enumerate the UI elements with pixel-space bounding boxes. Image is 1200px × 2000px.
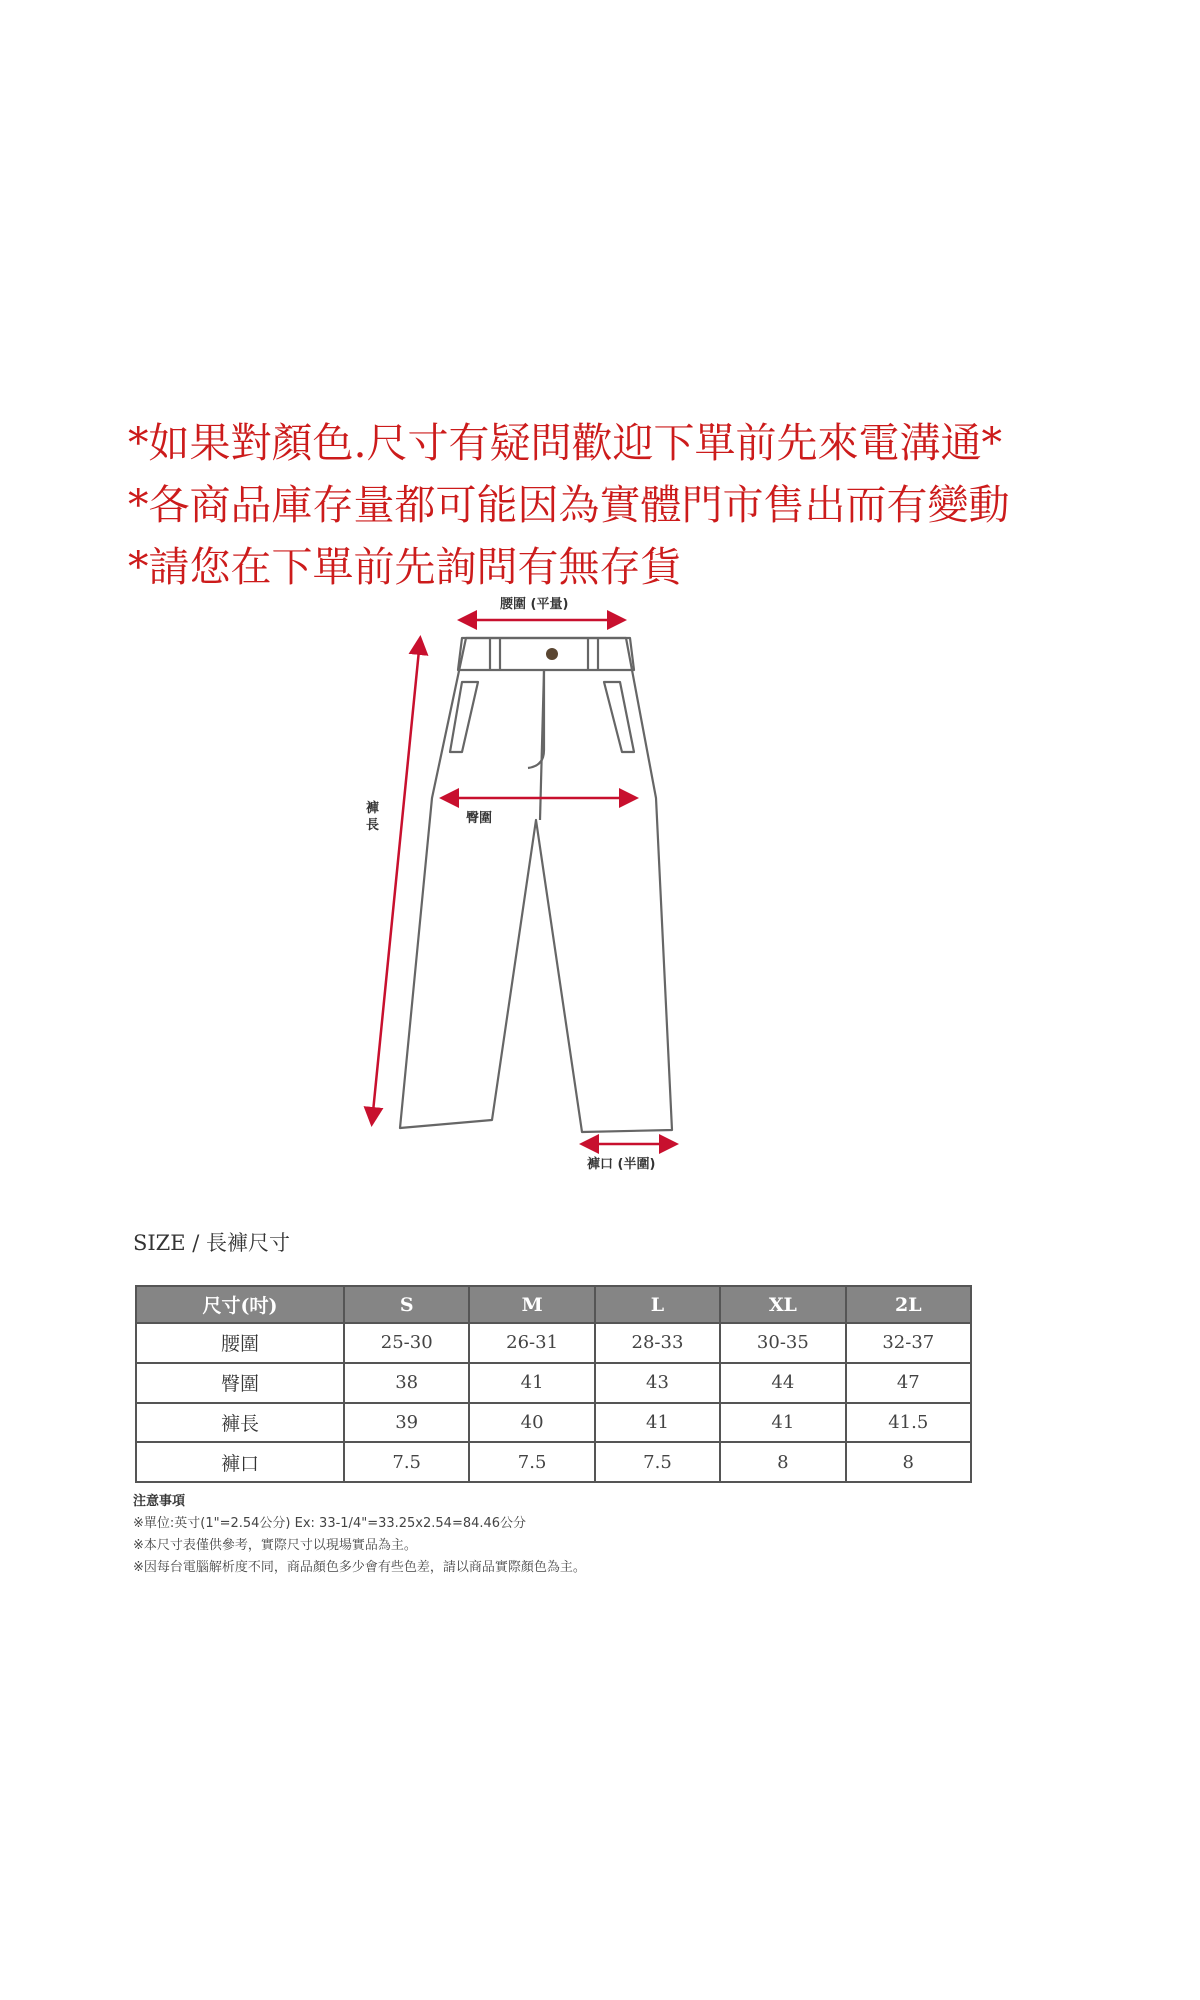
length-label-char-1: 褲 [366,801,380,816]
table-row [136,1403,971,1443]
table-cell: 30-35 [720,1323,845,1363]
table-cell: 41 [720,1403,845,1443]
table-cell: 32-37 [846,1323,971,1363]
length-arrow [372,640,420,1122]
table-cell: 41 [595,1403,720,1443]
table-cell: 43 [595,1363,720,1403]
table-row [136,1442,971,1482]
table-cell: 41 [469,1363,594,1403]
header-size-2l: 2L [846,1286,971,1323]
header-size-xl: XL [720,1286,845,1323]
header-unit: 尺寸(吋) [136,1286,344,1323]
table-cell: 39 [344,1403,469,1443]
belt-loop-right [588,638,598,670]
size-table [135,1285,972,1483]
notes-section [133,1491,586,1579]
hip-label: 臀圍 [466,811,493,826]
table-cell: 26-31 [469,1323,594,1363]
row-label-hem: 褲口 [136,1442,344,1482]
table-row [136,1363,971,1403]
table-cell: 7.5 [469,1442,594,1482]
note-line-unit: ※單位:英寸(1"=2.54公分) Ex: 33-1/4"=33.25x2.54=84.46公分 [133,1516,527,1531]
header-size-s: S [344,1286,469,1323]
waist-button [546,648,558,660]
row-label-length: 褲長 [136,1403,344,1443]
pants-body [400,638,672,1132]
header-size-m: M [469,1286,594,1323]
note-line-color: ※因每台電腦解析度不同，商品顏色多少會有些色差，請以商品實際顏色為主。 [133,1560,586,1575]
table-cell: 38 [344,1363,469,1403]
table-cell: 40 [469,1403,594,1443]
notice-line-2: *各商品庫存量都可能因為實體門市售出而有變動 [128,481,1010,529]
table-cell: 44 [720,1363,845,1403]
table-cell: 8 [846,1442,971,1482]
row-label-hip: 臀圍 [136,1363,344,1403]
table-cell: 7.5 [595,1442,720,1482]
table-row [136,1323,971,1363]
header-size-l: L [595,1286,720,1323]
table-cell: 41.5 [846,1403,971,1443]
hem-label: 褲口 (半圍) [587,1157,656,1172]
table-cell: 47 [846,1363,971,1403]
waist-label: 腰圍 (平量) [500,597,569,612]
table-cell: 8 [720,1442,845,1482]
belt-loop-left [490,638,500,670]
pants-measurement-diagram [0,580,1200,1200]
pants-outline [400,638,672,1132]
pocket-right [604,682,634,752]
table-cell: 28-33 [595,1323,720,1363]
size-table-header-row [136,1286,971,1323]
notice-line-3: *請您在下單前先詢問有無存貨 [128,543,682,591]
table-cell: 25-30 [344,1323,469,1363]
size-chart-title: SIZE / 長褲尺寸 [133,1231,291,1255]
row-label-waist: 腰圍 [136,1323,344,1363]
notes-title: 注意事項 [133,1494,186,1509]
note-line-reference: ※本尺寸表僅供參考，實際尺寸以現場實品為主。 [133,1538,417,1553]
table-cell: 7.5 [344,1442,469,1482]
length-label-char-2: 長 [366,818,380,833]
notice-line-1: *如果對顏色.尺寸有疑問歡迎下單前先來電溝通* [128,419,1003,467]
